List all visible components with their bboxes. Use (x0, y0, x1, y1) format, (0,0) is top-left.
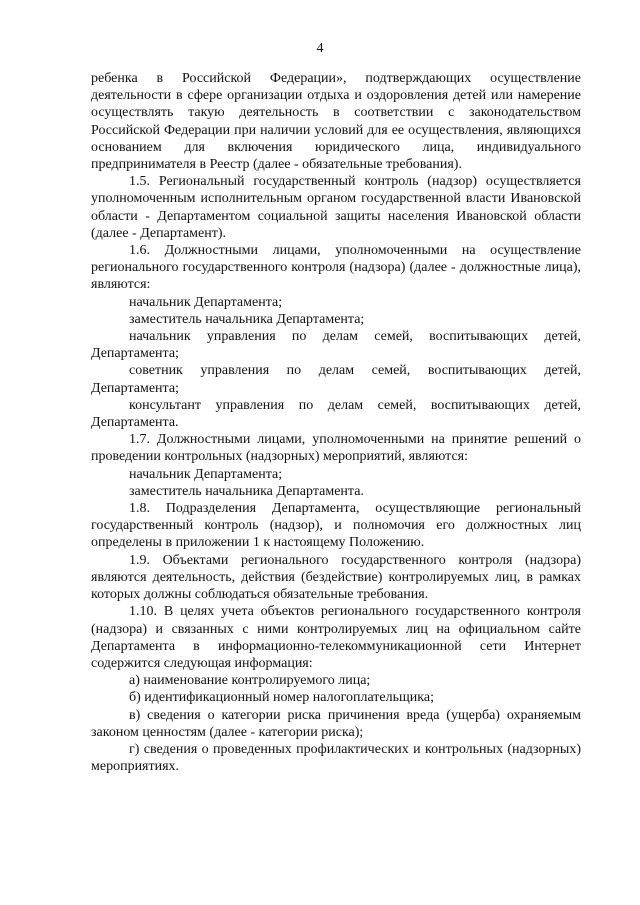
paragraph-1-6: 1.6. Должностными лицами, уполномоченными на осуществление регионального государственного контроля (надзора) (далее - должностные лица), являются: (91, 243, 581, 293)
list-item: в) сведения о категории риска причинения вреда (ущерба) охраняемым законом ценностям (далее - категории риска); (91, 707, 581, 740)
document-body (91, 70, 581, 775)
paragraph-continuation: ребенка в Российской Федерации», подтверждающих осуществление деятельности в сфере организации отдыха и оздоровления детей или намерение осуществлять такую деятельность в соответствии с законодательством Российской Федерации при наличии условий для ее осуществления, являющихся основанием для включения юридического лица, индивидуального предпринимателя в Реестр (далее - обязательные требования). (91, 71, 581, 173)
list-item: начальник Департамента; (129, 294, 283, 310)
list-item: заместитель начальника Департамента; (129, 311, 365, 327)
paragraph-1-9: 1.9. Объектами регионального государственного контроля (надзора) являются деятельность, действия (бездействие) контролируемых лиц, в рамках которых должны соблюдаться обязательные требования. (91, 552, 581, 603)
paragraph-1-5: 1.5. Региональный государственный контроль (надзор) осуществляется уполномоченным исполнительным органом государственной власти Ивановской области - Департаментом социальной защиты населения Ивановской области (далее - Департамент). (91, 174, 581, 241)
list-item: а) наименование контролируемого лица; (129, 673, 371, 689)
list-item: советник управления по делам семей, воспитывающих детей, Департамента; (91, 363, 581, 396)
list-item: г) сведения о проведенных профилактических и контрольных (надзорных) мероприятиях. (91, 741, 581, 775)
list-item: заместитель начальника Департамента. (129, 483, 364, 499)
list-item: начальник управления по делам семей, воспитывающих детей, Департамента; (91, 329, 581, 362)
page-number: 4 (316, 41, 324, 56)
paragraph-1-8: 1.8. Подразделения Департамента, осуществляющие региональный государственный контроль (надзор), и полномочия его должностных лиц определены в приложении 1 к настоящему Положению. (91, 501, 581, 551)
list-item: б) идентификационный номер налогоплательщика; (129, 690, 434, 706)
paragraph-1-10: 1.10. В целях учета объектов регионального государственного контроля (надзора) и связанных с ними контролируемых лиц на официальном сайте Департамента в информационно-телекоммуникационной сети Интернет содержится следующая информация: (91, 604, 581, 671)
list-item: консультант управления по делам семей, воспитывающих детей, Департамента. (91, 397, 581, 431)
list-item: начальник Департамента; (129, 466, 283, 482)
paragraph-1-7: 1.7. Должностными лицами, уполномоченными на принятие решений о проведении контрольных (надзорных) мероприятий, являются: (91, 432, 581, 465)
